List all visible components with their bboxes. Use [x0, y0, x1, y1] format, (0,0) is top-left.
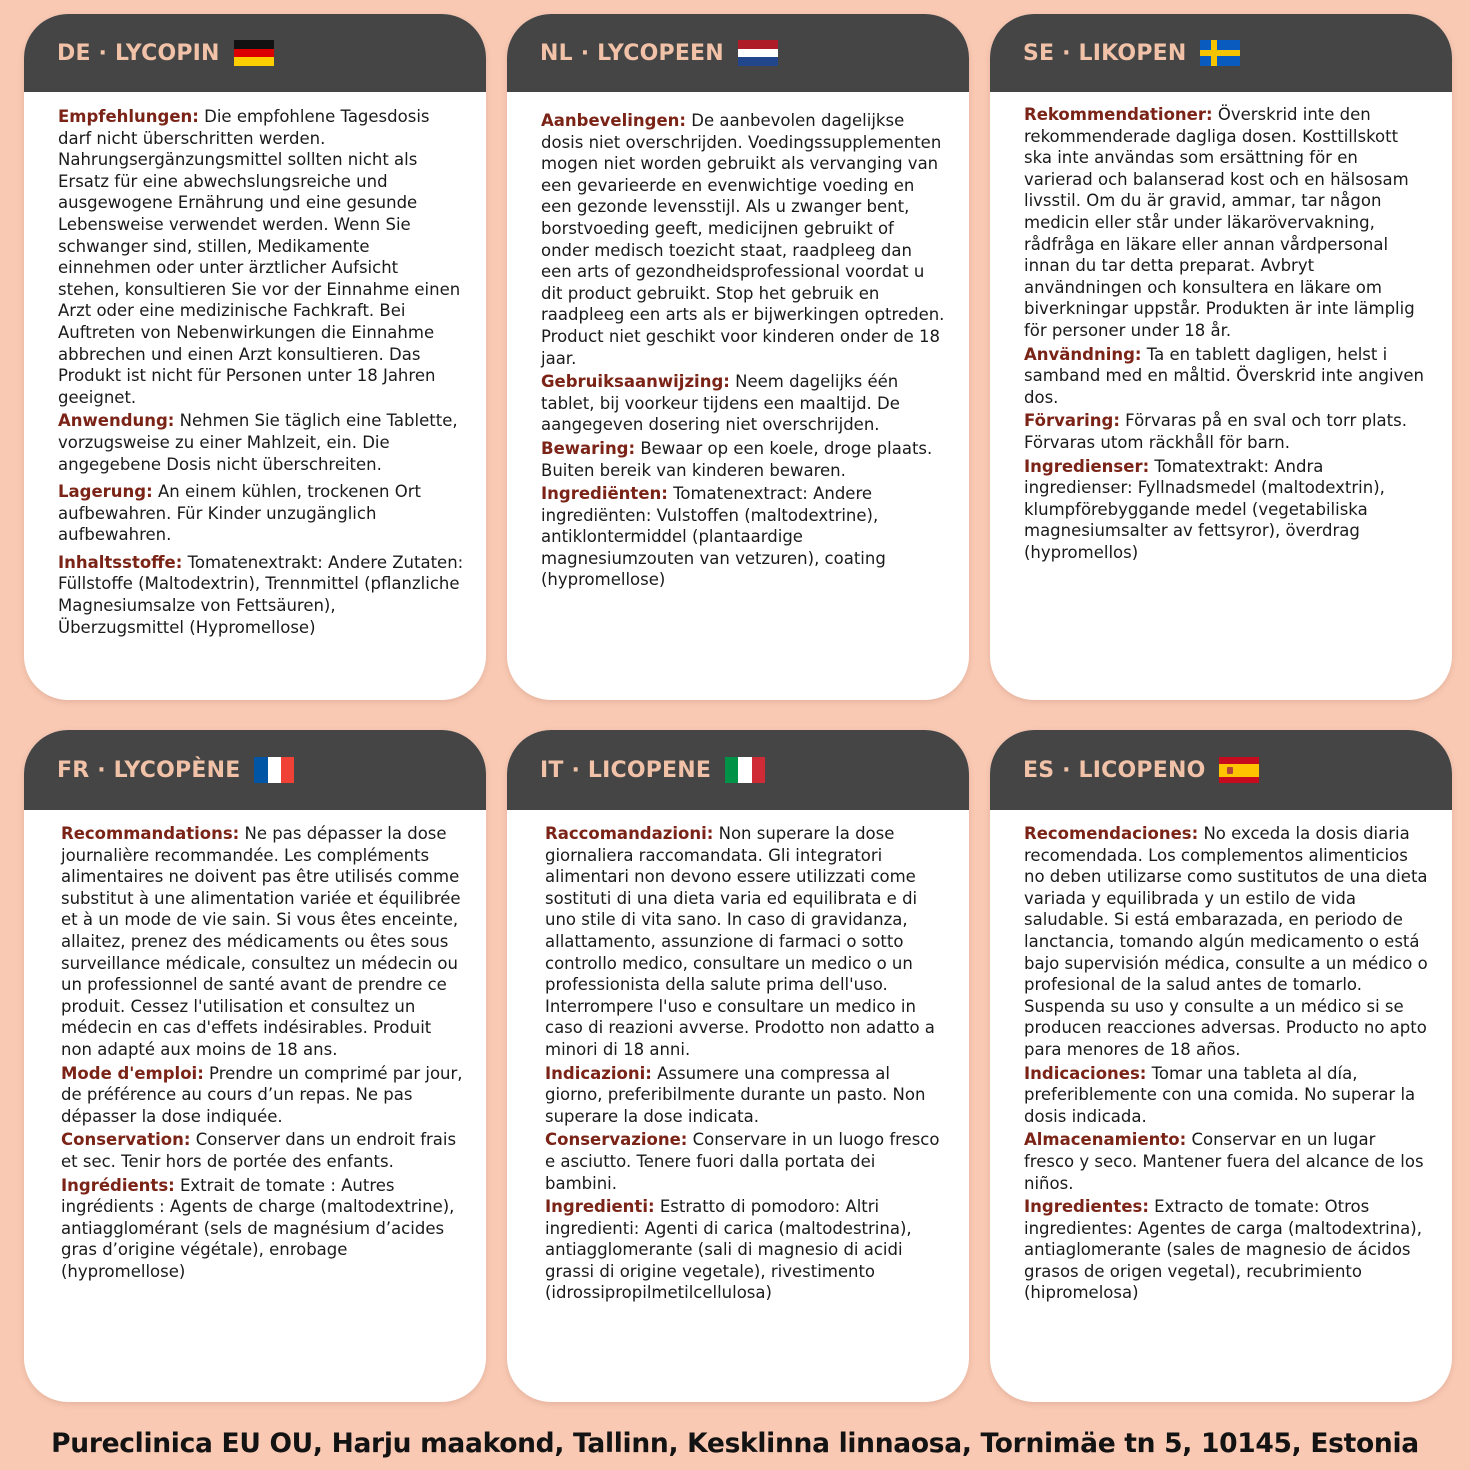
section-label: Ingredienser: — [1024, 456, 1150, 476]
section-text: Prendre un comprimé par jour, de préférence au cours d’un repas. Ne pas dépasser la dose indiquée. — [61, 1063, 463, 1126]
card-de — [24, 14, 486, 700]
section-storage — [545, 1129, 947, 1194]
section-text: Non superare la dose giornaliera raccomandata. Gli integratori alimentari non devono essere utilizzati come sostituti di una dieta varia ed equilibrata e di uno stile di vita sano. In caso di gravidanza, allattamento, assunzione di farmaci o sotto controllo medico, consultare un medico o un professionista della salute prima dell'uso. Interrompere l'uso e consultare un medico in caso di reazioni avverse. Prodotto non adatto a minori di 18 anni. — [545, 824, 935, 1059]
section-text: Die empfohlene Tagesdosis darf nicht überschritten werden. Nahrungsergänzungsmittel sollten nicht als Ersatz für eine abwechslungsreiche und ausgewogene Ernährung und eine gesunde Lebensweise verwendet werden. Wenn Sie schwanger sind, stillen, Medikamente einnehmen oder unter ärztlicher Aufsicht stehen, konsultieren Sie vor der Einnahme einen Arzt oder eine medizinische Fachkraft. Bei Auftreten von Nebenwirkungen die Einnahme abbrechen und einen Arzt konsultieren. Das Produkt ist nicht für Personen unter 18 Jahren geeignet. — [58, 107, 461, 407]
section-label: Recommandations: — [61, 824, 240, 843]
section-label: Raccomandazioni: — [545, 824, 714, 843]
card-es — [990, 730, 1452, 1402]
section-text: Tomatenextract: Andere ingrediënten: Vulstoffen (maltodextrine), antiklontermiddel (plantaardige magnesiumzouten van vetzuren), coating (hypromellose) — [541, 484, 886, 590]
section-label: Indicazioni: — [545, 1063, 652, 1083]
section-label: Ingredienti: — [545, 1197, 655, 1217]
section-recommendations — [61, 823, 464, 1061]
section-label: Indicaciones: — [1024, 1063, 1147, 1083]
section-label: Anwendung: — [58, 411, 175, 431]
card-title: DE · LYCOPIN — [57, 40, 220, 66]
section-storage — [61, 1129, 464, 1172]
card-header — [507, 14, 969, 92]
section-usage — [58, 410, 464, 475]
section-label: Förvaring: — [1024, 411, 1120, 431]
card-title: SE · LIKOPEN — [1023, 40, 1187, 66]
card-header — [990, 730, 1452, 810]
section-storage — [541, 438, 947, 481]
card-title: FR · LYCOPÈNE — [57, 757, 241, 783]
section-text: Conservar en un lugar fresco y seco. Mantener fuera del alcance de los niños. — [1024, 1130, 1424, 1193]
card-body — [990, 92, 1452, 563]
section-text: Bewaar op een koele, droge plaats. Buiten bereik van kinderen bewaren. — [541, 438, 933, 480]
section-usage — [1024, 344, 1430, 409]
section-recommendations — [1024, 104, 1430, 342]
section-label: Aanbevelingen: — [541, 111, 687, 130]
section-text: Extrait de tomate : Autres ingrédients : Agents de charge (maltodextrine), antiagglomérant (sels de magnésium d’acides gras d’origine végétale), enrobage (hypromellose) — [61, 1175, 455, 1281]
section-ingredients — [1024, 456, 1430, 564]
company-address-footer: Pureclinica EU OU, Harju maakond, Tallinn, Kesklinna linnaosa, Tornimäe tn 5, 10145, Estonia — [51, 1428, 1419, 1459]
section-usage — [545, 1063, 947, 1128]
section-text: Conservare in un luogo fresco e asciutto. Tenere fuori dalla portata dei bambini. — [545, 1130, 940, 1193]
section-usage — [1024, 1063, 1430, 1128]
section-text: Tomatenextrakt: Andere Zutaten: Füllstoffe (Maltodextrin), Trennmittel (pflanzliche Magnesiumsalze von Fettsäuren), Überzugsmittel (Hypromellose) — [58, 552, 464, 637]
section-recommendations — [58, 106, 464, 408]
section-storage — [58, 481, 464, 546]
section-recommendations — [541, 110, 947, 369]
card-fr — [24, 730, 486, 1402]
card-it — [507, 730, 969, 1402]
card-header — [507, 730, 969, 810]
section-usage — [541, 371, 947, 436]
section-text: Ne pas dépasser la dose journalière recommandée. Les compléments alimentaires ne doivent pas être utilisés comme substitut à une alimentation variée et équilibrée et à un mode de vie sain. Si vous êtes enceinte, allaitez, prenez des médicaments ou êtes sous surveillance médicale, consultez un médecin ou un professionnel de santé avant de prendre ce produit. Cessez l'utilisation et consultez un médecin en cas d'effets indésirables. Produit non adapté aux moins de 18 ans. — [61, 824, 461, 1059]
section-label: Almacenamiento: — [1024, 1130, 1187, 1150]
spain-flag-icon — [1219, 757, 1259, 783]
netherlands-flag-icon — [738, 40, 778, 66]
card-header — [24, 730, 486, 810]
section-label: Ingredientes: — [1024, 1197, 1149, 1217]
section-label: Användning: — [1024, 344, 1142, 364]
section-text: Tomar una tableta al día, preferiblemente con una comida. No superar la dosis indicada. — [1024, 1063, 1416, 1126]
section-label: Inhaltsstoffe: — [58, 552, 183, 572]
card-title: ES · LICOPENO — [1023, 757, 1206, 783]
section-ingredients — [58, 552, 464, 638]
section-storage — [1024, 410, 1430, 453]
section-usage — [61, 1063, 464, 1128]
section-label: Ingrédients: — [61, 1175, 175, 1195]
card-body — [24, 810, 486, 1282]
section-label: Mode d'emploi: — [61, 1063, 204, 1083]
section-ingredients — [541, 483, 947, 591]
italy-flag-icon — [725, 757, 765, 783]
section-ingredients — [1024, 1196, 1430, 1304]
sweden-flag-icon — [1200, 40, 1240, 66]
section-label: Lagerung: — [58, 482, 153, 502]
section-text: Förvaras på en sval och torr plats. Förvaras utom räckhåll för barn. — [1024, 411, 1407, 452]
section-text: Tomatextrakt: Andra ingredienser: Fyllnadsmedel (maltodextrin), klumpförebyggande medel (vegetabiliska magnesiumsalter av fettsyror), överdrag (hypromellos) — [1024, 456, 1385, 562]
section-label: Recomendaciones: — [1024, 824, 1199, 843]
section-text: Conserver dans un endroit frais et sec. Tenir hors de portée des enfants. — [61, 1130, 457, 1171]
section-storage — [1024, 1129, 1430, 1194]
section-text: Estratto di pomodoro: Altri ingredienti: Agenti di carica (maltodestrina), antiagglomerante (sali di magnesio di acidi grassi di origine vegetale), rivestimento (idrossipropilmetilcellulosa) — [545, 1197, 912, 1303]
section-text: Nehmen Sie täglich eine Tablette, vorzugsweise zu einer Mahlzeit, ein. Die angegebene Dosis nicht überschreiten. — [58, 411, 458, 474]
section-label: Conservazione: — [545, 1130, 688, 1150]
section-label: Gebruiksaanwijzing: — [541, 372, 730, 392]
card-title: NL · LYCOPEEN — [540, 40, 724, 66]
card-se — [990, 14, 1452, 700]
card-header — [24, 14, 486, 92]
section-text: An einem kühlen, trockenen Ort aufbewahren. Für Kinder unzugänglich aufbewahren. — [58, 482, 421, 545]
section-text: No exceda la dosis diaria recomendada. Los complementos alimenticios no deben utilizarse como sustitutos de una dieta variada y equilibrada y un estilo de vida saludable. Si está embarazada, en periodo de lanctancia, tomando algún medicamento o está bajo supervisión médica, consulte a un médico o profesional de la salud antes de tomarlo. Suspenda su uso y consulte a un médico si se producen reacciones adversas. Producto no apto para menores de 18 años. — [1024, 824, 1428, 1059]
section-label: Rekommendationer: — [1024, 105, 1213, 124]
card-body — [507, 810, 969, 1304]
germany-flag-icon — [234, 40, 274, 66]
section-recommendations — [1024, 823, 1430, 1061]
section-text: Assumere una compressa al giorno, preferibilmente durante un pasto. Non superare la dose indicata. — [545, 1063, 926, 1126]
section-recommendations — [545, 823, 947, 1061]
card-body — [24, 92, 486, 638]
card-header — [990, 14, 1452, 92]
section-text: Neem dagelijks één tablet, bij voorkeur tijdens een maaltijd. De aangegeven dosering niet overschrijden. — [541, 372, 900, 435]
section-text: Ta en tablett dagligen, helst i samband med en måltid. Överskrid inte angiven dos. — [1024, 344, 1424, 407]
section-ingredients — [545, 1196, 947, 1304]
section-text: De aanbevolen dagelijkse dosis niet overschrijden. Voedingssupplementen mogen niet worden gebruikt als vervanging van een gevarieerde en evenwichtige voeding en een gezonde levensstijl. Als u zwanger bent, borstvoeding geeft, medicijnen gebruikt of onder medisch toezicht staat, raadpleeg dan een arts of gezondheidsprofessional voordat u dit product gebruikt. Stop het gebruik en raadpleeg een arts als er bijwerkingen optreden. Product niet geschikt voor kinderen onder de 18 jaar. — [541, 111, 945, 368]
card-title: IT · LICOPENE — [540, 757, 712, 783]
section-ingredients — [61, 1175, 464, 1283]
section-label: Empfehlungen: — [58, 107, 199, 126]
france-flag-icon — [254, 757, 294, 783]
card-body — [507, 92, 969, 591]
card-body — [990, 810, 1452, 1304]
section-label: Conservation: — [61, 1130, 191, 1150]
section-label: Ingrediënten: — [541, 484, 668, 504]
card-nl — [507, 14, 969, 700]
section-label: Bewaring: — [541, 438, 636, 458]
section-text: Extracto de tomate: Otros ingredientes: Agentes de carga (maltodextrina), antiaglomerante (sales de magnesio de ácidos grasos de origen vegetal), recubrimiento (hipromelosa) — [1024, 1197, 1422, 1303]
section-text: Överskrid inte den rekommenderade dagliga dosen. Kosttillskott ska inte användas som ersättning för en varierad och balanserad kost och en hälsosam livsstil. Om du är gravid, ammar, tar någon medicin eller står under läkarövervakning, rådfråga en läkare eller annan vårdpersonal innan du tar detta preparat. Avbryt användningen och konsultera en läkare om biverkningar uppstår. Produkten är inte lämplig för personer under 18 år. — [1024, 105, 1415, 340]
